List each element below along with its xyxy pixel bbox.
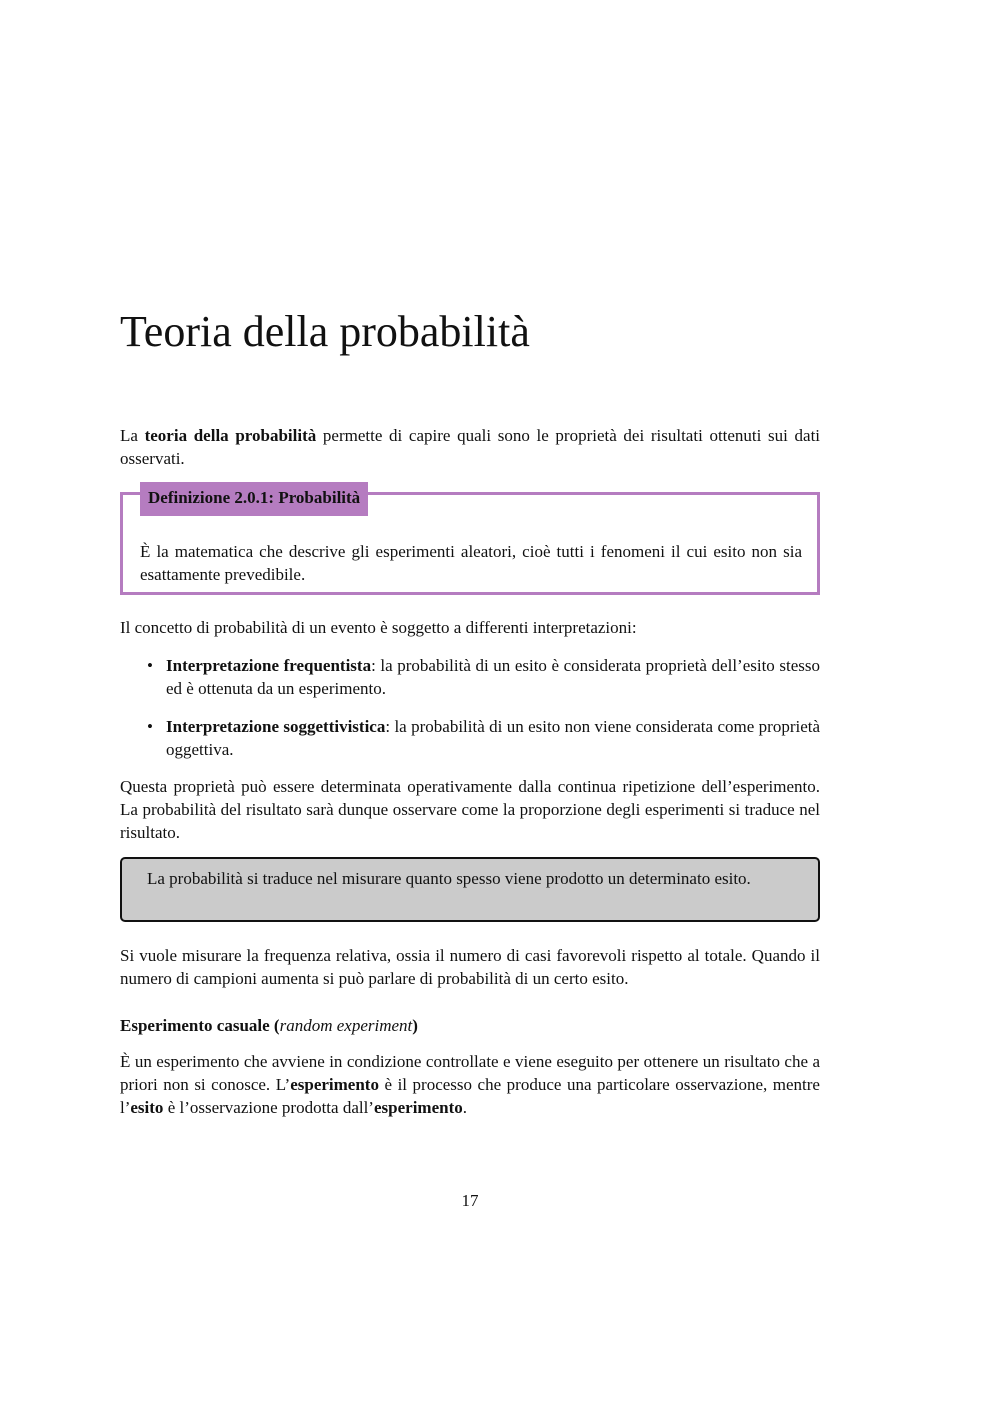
note-text: La probabilità si traduce nel misurare quanto spesso viene prodotto un determinato esito. (147, 869, 751, 888)
body-paragraph: Questa proprietà può essere determinata operativamente dalla continua ripetizione dell’esperimento. La probabilità del risultato sarà dunque osservare come la proporzione degli esperimenti si traduce nel risultato. (120, 777, 820, 842)
list-item-text (166, 654, 820, 700)
intro-text-end: permette di capire quali sono le proprietà dei risultati ottenuti sui dati osservati. (120, 426, 821, 468)
section-heading-italic: random experiment (279, 1016, 413, 1035)
section-term: esperimento (290, 1075, 379, 1094)
bullet-icon: • (147, 717, 153, 736)
bullet-icon: • (147, 656, 153, 675)
intro-paragraph (120, 424, 820, 470)
section-text-middle: è il processo che produce una particolare osservazione, mentre l’ (120, 1075, 820, 1117)
section-term: esperimento (373, 1098, 463, 1117)
definition-body: È la matematica che descrive gli esperimenti aleatori, cioè tutti i fenomeni il cui esito non sia esattamente prevedibile. (140, 542, 802, 584)
section-text-start: È un esperimento che avviene in condizione controllate e viene eseguito per ottenere un risultato che a priori non si conosce. L’ (120, 1052, 820, 1094)
list-item-description: : la probabilità di un esito è considerata proprietà dell’esito stesso ed è ottenuta da un esperimento. (166, 656, 820, 698)
chapter-title: Teoria della probabilità (120, 307, 530, 356)
section-heading-text: Esperimento casuale ( (120, 1016, 280, 1035)
list-item-text (166, 715, 820, 761)
section-heading-close: ) (412, 1016, 418, 1035)
note-box (120, 857, 820, 922)
list-item-term: Interpretazione frequentista (166, 656, 372, 675)
intro-bold-term: teoria della probabilità (144, 426, 317, 445)
page-number: 17 (461, 1191, 479, 1210)
definition-box (120, 488, 820, 595)
body-paragraph: Si vuole misurare la frequenza relativa, ossia il numero di casi favorevoli rispetto al totale. Quando il numero di campioni aumenta si può parlare di probabilità di un certo esito. (120, 946, 820, 988)
definition-label: Definizione 2.0.1: Probabilità (140, 482, 368, 516)
section-paragraph (120, 1050, 820, 1119)
interpretations-lead: Il concetto di probabilità di un evento è soggetto a differenti interpretazioni: (120, 618, 637, 637)
section-term: esito (130, 1098, 164, 1117)
intro-text-start: La (120, 426, 145, 445)
section-heading (120, 1014, 418, 1037)
section-text-middle: è l’osservazione prodotta dall’ (163, 1098, 374, 1117)
section-text-end: . (462, 1098, 467, 1117)
list-item-term: Interpretazione soggettivistica (166, 717, 386, 736)
list-item-description: : la probabilità di un esito non viene considerata come proprietà oggettiva. (166, 717, 821, 759)
